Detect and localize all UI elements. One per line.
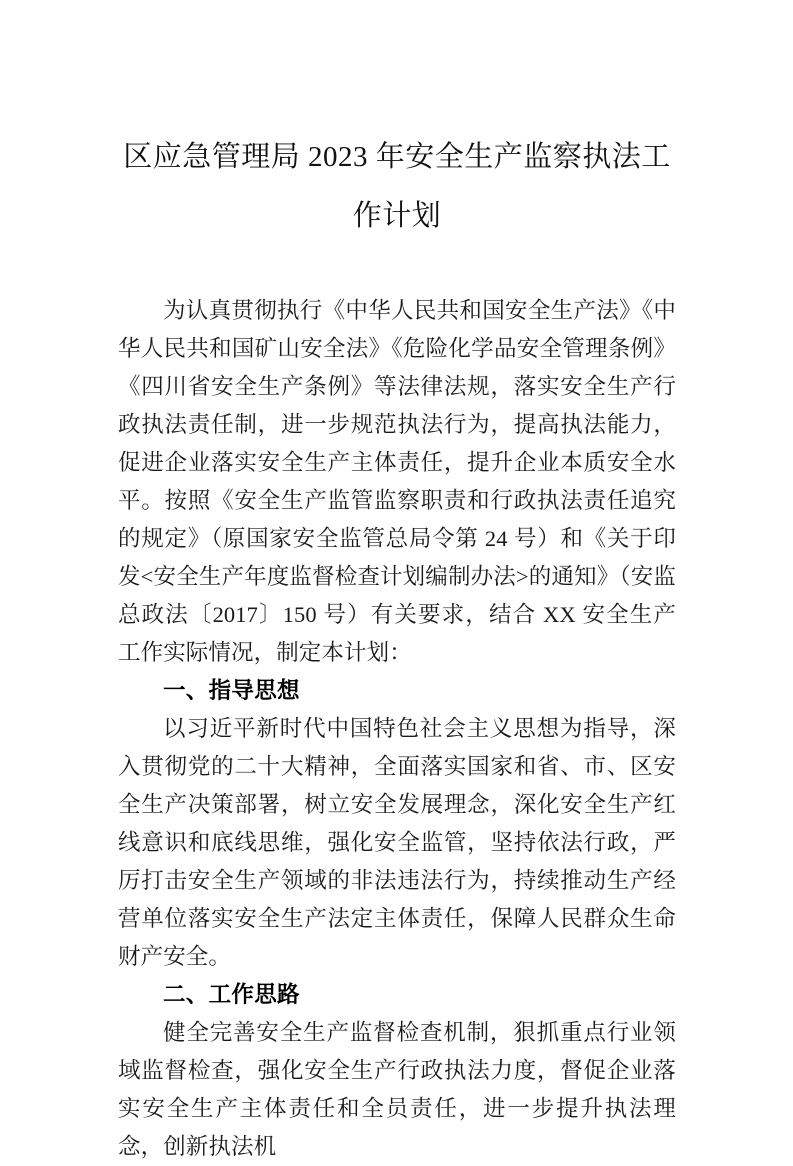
section-heading-1: 一、指导思想 [163, 678, 300, 703]
intro-paragraph: 为认真贯彻执行《中华人民共和国安全生产法》《中华人民共和国矿山安全法》《危险化学品安全管理条例》《四川省安全生产条例》等法律法规，落实安全生产行政执法责任制，进一步规范执法行为，提高执法能力，促进企业落实安全生产主体责任，提升企业本质安全水平。按照《安全生产监管监察职责和行政执法责任追究的规定》（原国家安全监管总局令第 24 号）和《关于印发<安全生产年度监督检查计划编制办法>的通知》（安监总政法〔2017〕150 号）有关要求，结合 XX 安全生产工作实际情况，制定本计划： [118, 298, 676, 665]
section-2-paragraph: 健全完善安全生产监督检查机制，狠抓重点行业领域监督检查，强化安全生产行政执法力度，督促企业落实安全生产主体责任和全员责任，进一步提升执法理念，创新执法机 [118, 1020, 676, 1159]
section-1-paragraph: 以习近平新时代中国特色社会主义思想为指导，深入贯彻党的二十大精神，全面落实国家和省、市、区安全生产决策部署，树立安全发展理念，深化安全生产红线意识和底线思维，强化安全监管，坚持依法行政，严厉打击安全生产领域的非法违法行为，持续推动生产经营单位落实安全生产法定主体责任，保障人民群众生命财产安全。 [118, 716, 676, 969]
section-heading-2: 二、工作思路 [163, 982, 300, 1007]
title-body-spacer [118, 246, 676, 292]
page-title: 区应急管理局 2023 年安全生产监察执法工作计划 [123, 141, 671, 232]
document-body [118, 0, 676, 1166]
